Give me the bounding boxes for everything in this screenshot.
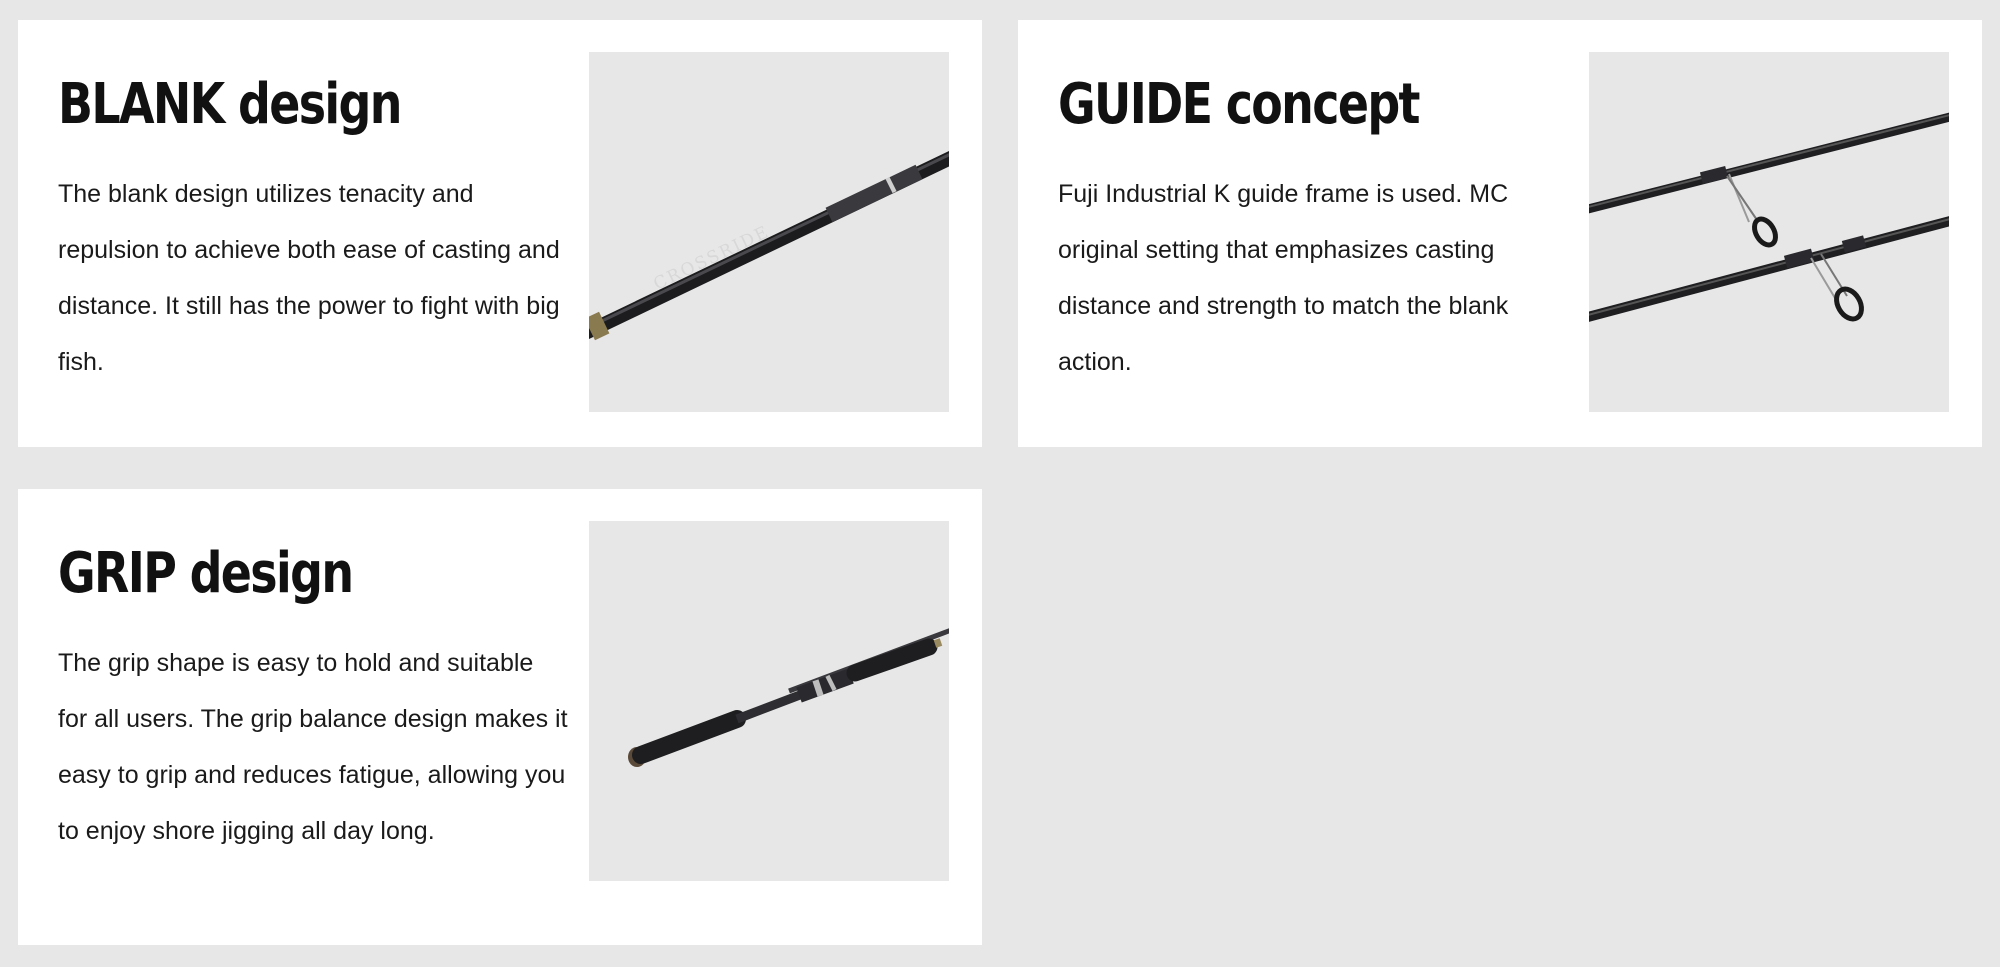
card-title: GUIDE concept <box>1058 72 1419 137</box>
card-description: Fuji Industrial K guide frame is used. MC original setting that emphasizes casting distance and strength to match the blank action. <box>1058 180 1509 376</box>
rod-grip-image <box>589 521 949 881</box>
rod-blank-illustration <box>589 52 949 412</box>
rod-label: CROSSRIDE <box>650 221 774 295</box>
rod-guides-image <box>1589 52 1949 412</box>
card-description: The grip shape is easy to hold and suitable for all users. The grip balance design makes it easy to grip and reduces fatigue, allowing you to enjoy shore jigging all day long. <box>58 649 568 845</box>
feature-card-guide <box>1018 20 1982 447</box>
rod-grip-illustration <box>589 521 949 881</box>
feature-card-grip <box>18 489 982 945</box>
card-title: BLANK design <box>58 72 401 137</box>
rod-guides-illustration <box>1589 52 1949 412</box>
card-description: The blank design utilizes tenacity and repulsion to achieve both ease of casting and distance. It still has the power to fight with big fish. <box>58 180 560 376</box>
card-title: GRIP design <box>58 541 353 606</box>
rod-blank-image <box>589 52 949 412</box>
feature-card-blank <box>18 20 982 447</box>
